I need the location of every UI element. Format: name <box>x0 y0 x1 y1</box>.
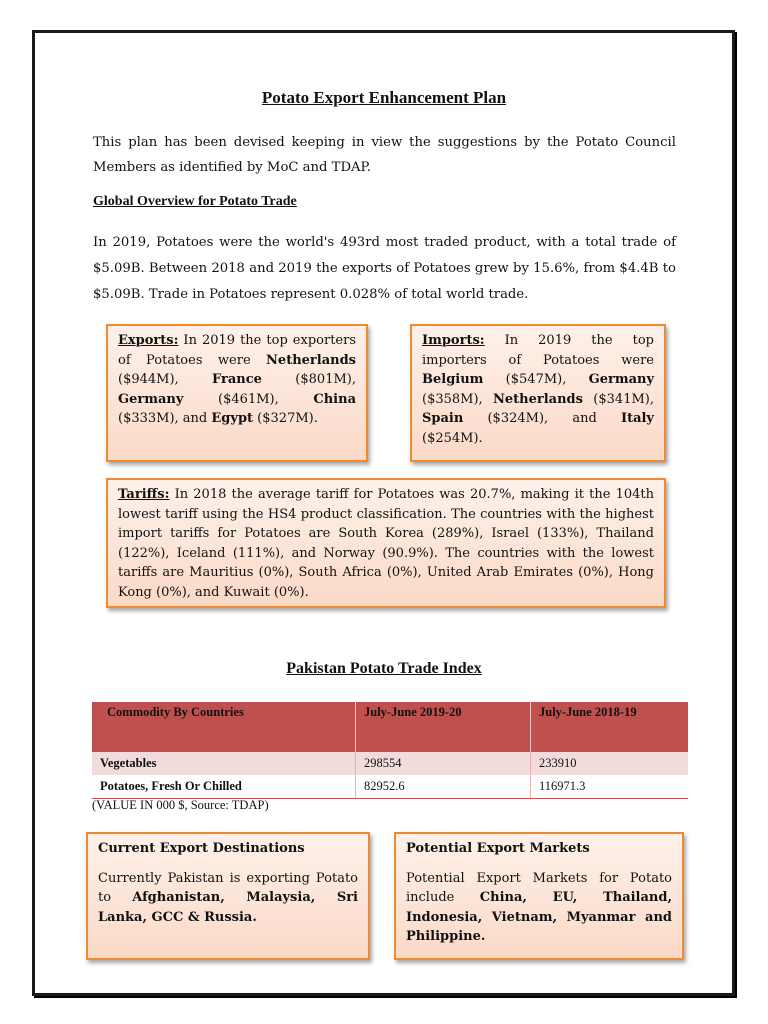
table-cell: 116971.3 <box>531 775 689 799</box>
potential-markets-text <box>406 869 672 947</box>
exports-text: ($461M), <box>183 391 314 407</box>
exports-text: ($801M), <box>261 372 356 387</box>
table-row <box>92 775 688 799</box>
table-cell: 82952.6 <box>356 775 531 799</box>
potential-markets-countries: China, EU, Thailand, Indonesia, Vietnam, Myanmar and Philippine. <box>406 890 672 944</box>
table-row <box>92 752 688 775</box>
imports-text: In 2019 the top importers of Potatoes were <box>422 333 654 368</box>
global-overview-paragraph: In 2019, Potatoes were the world's 493rd most traded product, with a total trade of $5.09B. Between 2018 and 2019 the exports of Potatoes grew by 15.6%, from $4.4B to $5.09B. Trade in Potatoes represent 0.028% of total world trade. <box>93 235 676 302</box>
exports-country: China <box>313 391 356 407</box>
potential-markets-heading: Potential Export Markets <box>406 841 590 856</box>
exports-text: ($944M), <box>118 372 213 387</box>
document-title: Potato Export Enhancement Plan <box>261 88 507 107</box>
exports-text: In 2019 the top exporters of Potatoes were <box>118 333 356 368</box>
imports-box <box>410 324 666 462</box>
imports-label: Imports: <box>422 333 485 348</box>
column-header: July-June 2019-20 <box>356 702 531 752</box>
trade-index-title: Pakistan Potato Trade Index <box>286 660 482 677</box>
imports-country: Germany <box>588 372 654 387</box>
exports-country: Egypt <box>211 411 254 426</box>
exports-text: ($327M). <box>253 411 318 426</box>
current-destinations-box <box>86 832 370 960</box>
exports-country: Netherlands <box>266 352 356 368</box>
imports-country: Netherlands <box>493 391 583 407</box>
table-cell: 298554 <box>356 752 531 775</box>
column-header: July-June 2018-19 <box>531 702 689 752</box>
current-destinations-heading: Current Export Destinations <box>98 841 305 856</box>
intro-paragraph: This plan has been devised keeping in view the suggestions by the Potato Council Members as identified by MoC and TDAP. <box>93 135 676 175</box>
imports-text: ($358M), <box>422 391 494 407</box>
potential-markets-intro: Potential Export Markets for Potato include <box>406 870 672 905</box>
tariffs-text: In 2018 the average tariff for Potatoes was 20.7%, making it the 104th lowest tariff using the HS4 product classification. The countries with the highest import tariffs for Potatoes are South Korea (289%), Israel (133%), Thailand (122%), Iceland (111%), and Norway (90.9%). The countries with the lowest tariffs are Mauritius (0%), South Africa (0%), United Arab Emirates (0%), Hong Kong (0%), and Kuwait (0%). <box>118 487 654 600</box>
exports-box <box>106 324 368 462</box>
potential-markets-box <box>394 832 684 960</box>
global-overview-heading: Global Overview for Potato Trade <box>93 194 297 209</box>
imports-country: Italy <box>620 411 654 426</box>
exports-text: ($333M), and <box>118 411 212 426</box>
imports-text: ($324M), and <box>463 411 621 426</box>
current-destinations-countries: Afghanistan, Malaysia, Sri Lanka, GCC & Russia. <box>98 890 359 925</box>
tariffs-box <box>106 478 666 608</box>
imports-country: Belgium <box>422 372 484 387</box>
column-header: Commodity By Countries <box>92 702 356 752</box>
imports-text: ($547M), <box>483 372 589 387</box>
table-cell: Vegetables <box>92 752 356 775</box>
trade-index-table <box>92 702 688 799</box>
table-cell: Potatoes, Fresh Or Chilled <box>92 775 356 799</box>
table-cell: 233910 <box>531 752 689 775</box>
imports-country: Spain <box>422 411 464 426</box>
exports-country: France <box>212 372 262 387</box>
tariffs-label: Tariffs: <box>118 487 170 502</box>
imports-text: ($254M). <box>422 430 483 446</box>
imports-text: ($341M), <box>582 391 654 407</box>
table-source-note: (VALUE IN 000 $, Source: TDAP) <box>92 798 269 812</box>
current-destinations-intro: Currently Pakistan is exporting Potato to <box>98 870 358 905</box>
table-header-row <box>92 702 688 752</box>
exports-country: Germany <box>118 391 184 407</box>
exports-label: Exports: <box>118 333 179 348</box>
current-destinations-text <box>98 869 358 928</box>
